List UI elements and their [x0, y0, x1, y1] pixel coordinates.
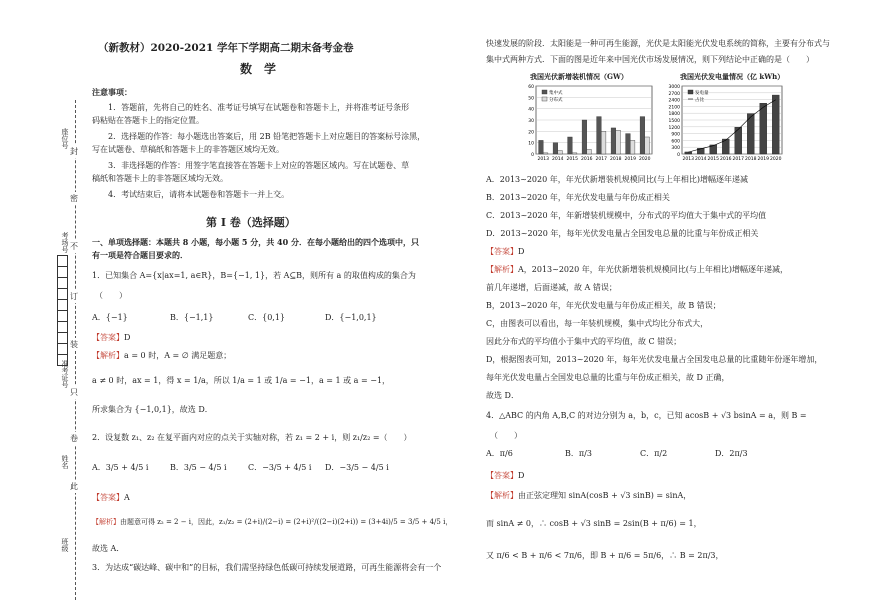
q2-analysis-line: 故选 A．	[92, 544, 125, 553]
chart1-ytick-label: 30	[528, 119, 534, 124]
question-1: 1．已知集合 A={x|ax=1, a∈R}，B={−1, 1}，若 A⊆B，则所有 a 的取值构成的集合为	[92, 271, 416, 280]
q3-analysis-line: 每年光伏发电量占全国发电总量的比重与年份成正相关，故 D 正确，	[486, 373, 730, 382]
q3-continued: 快速发展的阶段．太阳能是一种可再生能源，光伏是太阳能光伏发电系统的简称，主要有分布式与	[486, 39, 830, 48]
chart2-ytick-label: 1500	[668, 119, 680, 124]
margin-label-class: 班级	[61, 538, 69, 552]
chart1-legend-label: 集中式	[549, 91, 563, 96]
chart2-ytick-label: 300	[671, 146, 680, 152]
chart1-ytick-label: 40	[528, 107, 534, 113]
chart1-bar	[553, 143, 558, 154]
q4-analysis: 【解析】由正弦定理知 sinA(cosB + √3 sinB) = sinA，	[486, 491, 692, 500]
chart1-bar	[616, 130, 621, 154]
q3-analysis-line: 前几年递增，后面递减，故 A 错误；	[486, 283, 617, 292]
chart2-ytick-label: 3000	[668, 85, 680, 90]
chart2-legend-swatch	[688, 90, 693, 94]
q3-analysis-line: 因此分布式的平均值小于集中式的平均值，故 C 错误；	[486, 337, 682, 346]
seal-char: 不	[70, 242, 78, 251]
q2-option-a: A．3/5 + 4/5 i	[92, 463, 149, 472]
chart1-ytick-label: 0	[531, 153, 534, 158]
chart1-svg	[520, 72, 660, 167]
section-heading-cont: 有一项是符合题目要求的．	[92, 250, 188, 260]
notice-line: 稿纸和答题卡上的非答题区域均无效。	[92, 174, 228, 183]
chart-power-generation	[662, 72, 787, 167]
q1-analysis: 【解析】a = 0 时，A = ∅ 满足题意；	[92, 351, 232, 360]
margin-label-id: 准考证号	[61, 360, 69, 388]
notice-line: 1．答题前，先将自己的姓名、准考证号填写在试题卷和答题卡上，并将准考证号条形	[108, 103, 410, 112]
q3-analysis-line: C，由图表可以看出，每一年装机规模，集中式均比分布式大，	[486, 319, 709, 328]
chart1-ytick-label: 60	[528, 85, 534, 90]
chart2-xtick-label: 2020	[770, 157, 782, 162]
chart1-bar	[543, 153, 548, 154]
subject-title: 数 学	[240, 62, 277, 76]
chart2-ytick-label: 600	[671, 139, 680, 145]
q3-option-a: A．2013~2020 年，年光伏新增装机规模同比(与上年相比)增幅逐年递减	[486, 175, 748, 184]
q1-option-d: D．{−1,0,1}	[325, 313, 377, 322]
margin-label-seat: 座位号	[61, 128, 69, 149]
q1-answer: 【答案】D	[92, 333, 131, 342]
exam-title: （新教材）2020-2021 学年下学期高二期末备考金卷	[98, 42, 354, 54]
margin-label-room: 考场号	[61, 232, 69, 253]
seal-char: 卷	[70, 434, 78, 443]
seal-char: 此	[70, 482, 78, 491]
chart1-ytick-label: 50	[528, 96, 534, 102]
chart2-xtick-label: 2017	[732, 157, 744, 162]
q2-option-d: D．−3/5 − 4/5 i	[325, 463, 389, 472]
q3-option-d: D．2013~2020 年，每年光伏发电量占全国发电总量的比重与年份成正相关	[486, 229, 759, 238]
chart2-xtick-label: 2018	[745, 157, 757, 162]
chart2-legend-label: 占比	[695, 98, 704, 103]
part-heading: 第 I 卷（选择题）	[206, 216, 296, 229]
chart1-xtick-label: 2018	[610, 157, 622, 162]
q3-continued: 集中式两种方式．下面的图是近年来中国光伏市场发展情况，则下列结论中正确的是（ ）	[486, 55, 814, 64]
chart2-ytick-label: 2400	[668, 98, 680, 104]
chart-new-installations	[520, 72, 660, 167]
chart2-xtick-label: 2014	[695, 157, 707, 162]
chart1-xtick-label: 2014	[552, 157, 564, 162]
chart1-bar	[601, 131, 606, 154]
q3-analysis-line: B，2013~2020 年，年光伏发电量与年份成正相关，故 B 错误；	[486, 301, 721, 310]
seal-char: 封	[70, 147, 78, 156]
q4-option-a: A．π/6	[486, 449, 513, 458]
chart1-legend-label: 分布式	[549, 98, 563, 103]
chart1-title: 我国光伏新增装机情况（GW）	[530, 72, 628, 81]
chart2-ytick-label: 0	[677, 153, 680, 158]
binding-margin	[0, 0, 80, 615]
chart1-legend-swatch	[542, 97, 547, 101]
chart1-bar	[645, 137, 650, 154]
chart2-ytick-label: 2100	[668, 105, 680, 111]
chart2-bar	[772, 95, 779, 154]
notice-line: 码粘贴在答题卡上的指定位置。	[92, 116, 204, 125]
q4-option-c: C．π/2	[640, 449, 668, 458]
chart1-bar	[539, 140, 544, 154]
q3-analysis: 【解析】A，2013~2020 年，年光伏新增装机规模同比(与上年相比)增幅逐年递减，	[486, 265, 788, 274]
question-2: 2．设复数 z₁、z₂ 在复平面内对应的点关于实轴对称，若 z₁ = 2 + i，则 z₁/z₂ =（ ）	[92, 433, 412, 442]
chart2-title: 我国光伏发电量情况（亿 kWh）	[680, 72, 785, 81]
chart2-ytick-label: 1200	[668, 125, 680, 131]
seal-char: 装	[70, 340, 78, 349]
chart1-legend-swatch	[542, 90, 547, 94]
q4-analysis-line: 而 sinA ≠ 0，∴ cosB + √3 sinB = 2sin(B + π/6) = 1，	[486, 519, 702, 528]
chart1-bar	[582, 120, 587, 154]
chart1-ytick-label: 20	[528, 130, 534, 136]
chart2-bar	[760, 103, 767, 154]
q1-option-c: C．{0,1}	[248, 313, 286, 322]
chart2-ytick-label: 2700	[668, 91, 680, 97]
chart1-xtick-label: 2013	[537, 157, 549, 162]
q4-answer: 【答案】D	[486, 471, 525, 480]
section-heading: 一、单项选择题：本题共 8 小题，每小题 5 分，共 40 分．在每小题给出的四个选项中，只	[92, 237, 419, 247]
q2-answer: 【答案】A	[92, 493, 130, 502]
chart1-xtick-label: 2017	[595, 157, 607, 162]
chart1-bar	[626, 134, 631, 154]
chart2-bar	[685, 152, 692, 154]
q3-option-c: C．2013~2020 年，年新增装机规模中，分布式的平均值大于集中式的平均值	[486, 211, 767, 220]
q3-option-b: B．2013~2020 年，年光伏发电量与年份成正相关	[486, 193, 670, 202]
chart1-bar	[568, 137, 573, 154]
chart1-ytick-label: 10	[528, 141, 534, 147]
q3-answer: 【答案】D	[486, 247, 525, 256]
question-3: 3．为达成“碳达峰、碳中和”的目标，我们需坚持绿色低碳可持续发展道路，可再生能源将会有一个	[92, 563, 442, 572]
chart1-bar	[611, 128, 616, 154]
q1-analysis-line: a ≠ 0 时，ax = 1，得 x = 1/a，所以 1/a = 1 或 1/a = −1，a = 1 或 a = −1，	[92, 376, 391, 385]
chart2-xtick-label: 2016	[720, 157, 732, 162]
seal-char: 只	[70, 388, 78, 397]
chart2-svg	[662, 72, 787, 167]
chart1-xtick-label: 2015	[566, 157, 578, 162]
chart2-xtick-label: 2019	[757, 157, 769, 162]
chart2-xtick-label: 2013	[682, 157, 694, 162]
chart1-bar	[597, 117, 602, 154]
chart1-bar	[558, 151, 563, 154]
q2-analysis: 【解析】由题意可得 z₂ = 2 − i，因此，z₁/z₂ = (2+i)/(2−i) = (2+i)²/((2−i)(2+i)) = (3+4i)/5 = 3/5 + 4/5 i，	[92, 518, 453, 526]
chart2-xtick-label: 2015	[707, 157, 719, 162]
seal-char: 订	[70, 292, 78, 301]
q3-analysis-line: 故选 D．	[486, 391, 519, 400]
chart1-bar	[572, 153, 577, 154]
chart1-bar	[630, 140, 635, 154]
margin-label-name: 姓名	[61, 455, 69, 469]
q4-option-b: B．π/3	[565, 449, 592, 458]
notice-line: 4．考试结束后，请将本试题卷和答题卡一并上交。	[108, 190, 290, 199]
chart2-ytick-label: 1800	[668, 112, 680, 118]
chart1-bar	[640, 117, 645, 154]
chart2-ytick-label: 900	[671, 132, 680, 138]
question-1-paren: （ ）	[95, 291, 127, 300]
q4-analysis-line: 又 π/6 < B + π/6 < 7π/6，即 B + π/6 = 5π/6，∴ B = 2π/3，	[486, 551, 724, 560]
q1-analysis-line: 所求集合为 {−1,0,1}，故选 D．	[92, 405, 213, 414]
chart1-xtick-label: 2019	[624, 157, 636, 162]
chart2-legend-label: 发电量	[695, 91, 709, 96]
q4-option-d: D．2π/3	[715, 449, 748, 458]
chart1-xtick-label: 2020	[639, 157, 651, 162]
q1-option-b: B．{−1,1}	[170, 313, 214, 322]
chart1-bar	[587, 149, 592, 154]
notice-line: 2．选择题的作答：每小题选出答案后，用 2B 铅笔把答题卡上对应题目的答案标号涂黑，	[108, 132, 426, 141]
notice-heading: 注意事项：	[92, 87, 132, 97]
q3-analysis-line: D，根据图表可知，2013~2020 年，每年光伏发电量占全国发电总量的比重随年份逐年增加，	[486, 355, 823, 364]
q1-option-a: A．{−1}	[92, 313, 128, 322]
chart1-xtick-label: 2016	[581, 157, 593, 162]
notice-line: 写在试题卷、草稿纸和答题卡上的非答题区域均无效。	[92, 145, 284, 154]
seal-char: 密	[70, 194, 78, 203]
exam-id-boxes	[57, 255, 68, 366]
q2-option-c: C．−3/5 + 4/5 i	[248, 463, 312, 472]
question-4-paren: （ ）	[490, 431, 522, 440]
question-4: 4．△ABC 的内角 A,B,C 的对边分别为 a，b，c，已知 acosB + √3 bsinA = a，则 B =	[486, 411, 807, 420]
notice-line: 3．非选择题的作答：用签字笔直接答在答题卡上对应的答题区域内。写在试题卷、草	[108, 161, 410, 170]
q2-option-b: B．3/5 − 4/5 i	[170, 463, 227, 472]
